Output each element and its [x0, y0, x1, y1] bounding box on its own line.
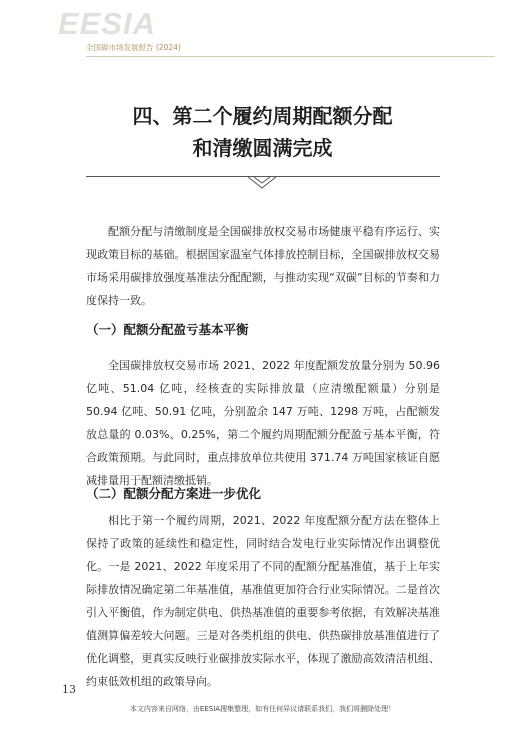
- balance-paragraph: 全国碳排放权交易市场 2021、2022 年度配额发放量分别为 50.96 亿吨、51.04 亿吨，经核查的实际排放量（应清缴配额量）分别是 50.94 亿吨、50.91 亿吨，分别盈余 147 万吨、1298 万吨，占配额发放总量的 0.03%、0.25%，第二个履约周期配额分配盈亏基本平衡，符合政策预期。与此同时，重点排放单位共使用 371.74 万吨国家核证自愿减排量用于配额清缴抵销。: [86, 359, 440, 487]
- eesia-logo: EESIA: [58, 6, 157, 41]
- section-heading-balance: （一）配额分配盈亏基本平衡: [86, 322, 249, 337]
- header-divider: [86, 56, 495, 57]
- optimization-paragraph: 相比于第一个履约周期，2021、2022 年度配额分配方法在整体上保持了政策的延续性和稳定性，同时结合发电行业实际情况作出调整优化。一是 2021、2022 年度采用了不同的配额分配基准值，基于上年实际排放情况确定第二年基准值，基准值更加符合行业实际情况。二是首次引入平衡值，作为制定供电、供热基准值的重要参考依据，有效解决基准值测算偏差较大问题。三是对各类机组的供电、供热碳排放基准值进行了优化调整，更真实反映行业碳排放实际水平，体现了激励高效清洁机组、约束低效机组的政策导向。: [86, 514, 440, 688]
- intro-paragraph: 配额分配与清缴制度是全国碳排放权交易市场健康平稳有序运行、实现政策目标的基础。根据国家温室气体排放控制目标，全国碳排放权交易市场采用碳排放强度基准法分配配额，与推动实现“双碳”目标的节奏和力度保持一致。: [86, 225, 440, 307]
- chapter-title-line2: 和清缴圆满完成: [192, 136, 333, 160]
- page-number: 13: [62, 683, 76, 696]
- chapter-title-line1: 四、第二个履约周期配额分配: [132, 104, 393, 128]
- section-heading-optimization: （二）配额分配方案进一步优化: [86, 486, 262, 501]
- report-header-subtitle: 全国碳市场发展报告 (2024): [86, 43, 181, 52]
- chevron-down-icon: [247, 176, 277, 190]
- footer-disclaimer: 本文内容来自网络，由EESIA搜集整理，如有任何异议请联系我们，我们将删除处理！: [129, 705, 396, 713]
